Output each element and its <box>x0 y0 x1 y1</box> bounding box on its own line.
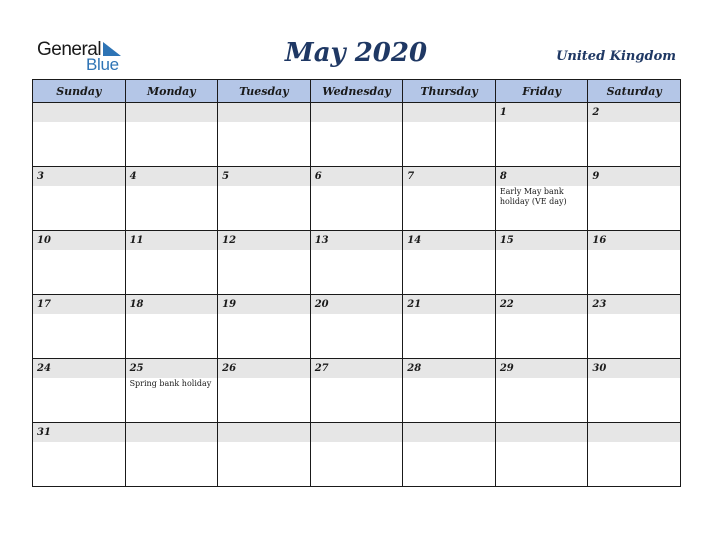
holiday-label <box>218 186 310 187</box>
day-number <box>311 423 403 442</box>
holiday-label <box>218 314 310 315</box>
week-row <box>33 231 681 295</box>
holiday-label <box>218 250 310 251</box>
day-number: 7 <box>403 167 495 186</box>
holiday-label <box>588 378 680 379</box>
day-cell <box>588 231 681 295</box>
day-number: 25 <box>126 359 218 378</box>
holiday-label <box>403 378 495 379</box>
holiday-label <box>496 122 588 123</box>
day-number <box>496 423 588 442</box>
day-cell <box>33 231 126 295</box>
holiday-label <box>218 122 310 123</box>
day-number <box>588 423 680 442</box>
day-cell <box>403 103 496 167</box>
day-number: 23 <box>588 295 680 314</box>
weekday-header: Thursday <box>403 80 496 103</box>
holiday-label <box>33 250 125 251</box>
day-cell <box>218 167 311 231</box>
day-cell <box>125 167 218 231</box>
day-number: 22 <box>496 295 588 314</box>
day-cell <box>495 423 588 487</box>
page-title: May 2020 <box>284 38 428 68</box>
day-cell <box>403 231 496 295</box>
day-cell <box>218 103 311 167</box>
holiday-label <box>588 186 680 187</box>
day-cell <box>310 103 403 167</box>
holiday-label <box>33 186 125 187</box>
day-number: 13 <box>311 231 403 250</box>
day-number <box>403 423 495 442</box>
day-number: 8 <box>496 167 588 186</box>
holiday-label <box>33 378 125 379</box>
day-number <box>403 103 495 122</box>
weekday-header: Saturday <box>588 80 681 103</box>
weekday-header: Friday <box>495 80 588 103</box>
day-cell <box>403 359 496 423</box>
country-label: United Kingdom <box>556 49 676 64</box>
day-number <box>33 103 125 122</box>
holiday-label <box>588 442 680 443</box>
holiday-label <box>126 122 218 123</box>
day-cell <box>495 295 588 359</box>
day-cell <box>403 423 496 487</box>
day-number: 26 <box>218 359 310 378</box>
holiday-label <box>126 314 218 315</box>
day-number: 4 <box>126 167 218 186</box>
day-number: 15 <box>496 231 588 250</box>
holiday-label <box>496 314 588 315</box>
weekday-header: Tuesday <box>218 80 311 103</box>
day-number: 5 <box>218 167 310 186</box>
day-number: 27 <box>311 359 403 378</box>
holiday-label <box>496 442 588 443</box>
day-cell <box>218 295 311 359</box>
day-cell <box>588 423 681 487</box>
day-cell <box>125 295 218 359</box>
day-number: 31 <box>33 423 125 442</box>
day-cell <box>495 167 588 231</box>
weekday-header-row <box>33 80 681 103</box>
day-cell <box>125 423 218 487</box>
holiday-label: Spring bank holiday <box>129 379 212 388</box>
holiday-label <box>588 122 680 123</box>
day-cell <box>403 167 496 231</box>
day-cell <box>125 103 218 167</box>
week-row <box>33 103 681 167</box>
day-cell <box>218 359 311 423</box>
holiday-label <box>403 314 495 315</box>
day-cell <box>310 295 403 359</box>
holiday-label <box>218 442 310 443</box>
day-number: 16 <box>588 231 680 250</box>
day-cell <box>218 231 311 295</box>
holiday-label <box>311 442 403 443</box>
day-cell <box>33 103 126 167</box>
holiday-label <box>311 122 403 123</box>
day-cell <box>125 231 218 295</box>
day-number: 2 <box>588 103 680 122</box>
holiday-label <box>126 250 218 251</box>
day-cell <box>33 423 126 487</box>
holiday-label <box>403 186 495 187</box>
day-number: 18 <box>126 295 218 314</box>
day-cell <box>310 167 403 231</box>
day-number: 1 <box>496 103 588 122</box>
holiday-label <box>33 442 125 443</box>
weekday-header: Monday <box>125 80 218 103</box>
day-cell <box>310 359 403 423</box>
day-number <box>126 423 218 442</box>
day-number: 20 <box>311 295 403 314</box>
holiday-label <box>403 250 495 251</box>
day-number: 19 <box>218 295 310 314</box>
holiday-label <box>33 314 125 315</box>
holiday-label <box>33 122 125 123</box>
day-cell <box>495 231 588 295</box>
holiday-label <box>218 378 310 379</box>
week-row <box>33 359 681 423</box>
day-number: 24 <box>33 359 125 378</box>
day-number: 10 <box>33 231 125 250</box>
day-number: 9 <box>588 167 680 186</box>
day-cell <box>310 231 403 295</box>
week-row <box>33 167 681 231</box>
day-cell <box>33 359 126 423</box>
day-cell <box>33 167 126 231</box>
day-number: 3 <box>33 167 125 186</box>
day-cell <box>588 295 681 359</box>
holiday-label <box>588 250 680 251</box>
day-cell <box>125 359 218 423</box>
day-cell <box>218 423 311 487</box>
day-number: 28 <box>403 359 495 378</box>
holiday-label <box>311 378 403 379</box>
day-number: 17 <box>33 295 125 314</box>
day-number <box>218 423 310 442</box>
week-row <box>33 423 681 487</box>
day-cell <box>310 423 403 487</box>
logo-general-text: General <box>37 39 102 60</box>
holiday-label <box>403 442 495 443</box>
day-number <box>126 103 218 122</box>
day-number: 14 <box>403 231 495 250</box>
calendar-grid <box>32 79 681 487</box>
day-number: 21 <box>403 295 495 314</box>
day-number: 12 <box>218 231 310 250</box>
holiday-label <box>588 314 680 315</box>
day-number <box>218 103 310 122</box>
day-cell <box>33 295 126 359</box>
day-number: 6 <box>311 167 403 186</box>
holiday-label <box>126 442 218 443</box>
holiday-label <box>403 122 495 123</box>
logo-blue-text: Blue <box>86 55 119 74</box>
day-cell <box>495 103 588 167</box>
weekday-header: Wednesday <box>310 80 403 103</box>
day-cell <box>403 295 496 359</box>
day-number <box>311 103 403 122</box>
holiday-label <box>311 250 403 251</box>
holiday-label <box>126 186 218 187</box>
day-number: 30 <box>588 359 680 378</box>
day-cell <box>588 359 681 423</box>
week-row <box>33 295 681 359</box>
day-cell <box>588 167 681 231</box>
day-cell <box>588 103 681 167</box>
weekday-header: Sunday <box>33 80 126 103</box>
holiday-label <box>496 250 588 251</box>
day-number: 11 <box>126 231 218 250</box>
holiday-label: Early May bank holiday (VE day) <box>499 187 567 206</box>
holiday-label <box>496 378 588 379</box>
holiday-label <box>311 186 403 187</box>
day-cell <box>495 359 588 423</box>
day-number: 29 <box>496 359 588 378</box>
holiday-label <box>311 314 403 315</box>
